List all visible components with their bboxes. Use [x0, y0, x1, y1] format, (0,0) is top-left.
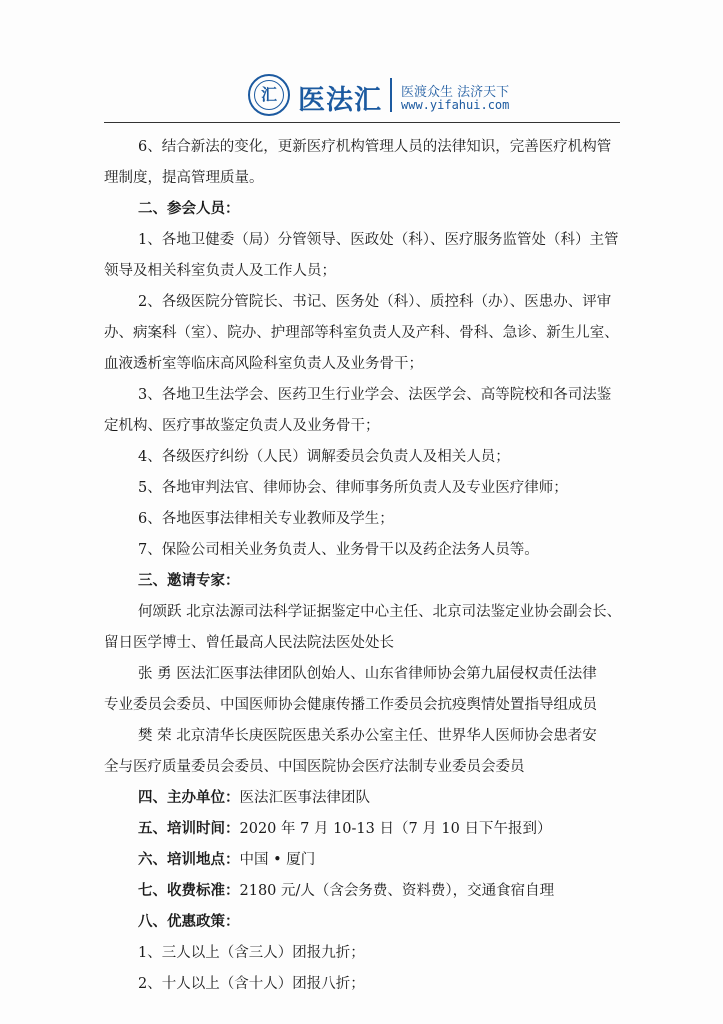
paragraph-line: 留日医学博士、曾任最高人民法院法医处处长: [104, 635, 394, 651]
paragraph-line: 1、三人以上（含三人）团报九折；: [138, 945, 365, 961]
paragraph-line: 4、各级医疗纠纷（人民）调解委员会负责人及相关人员；: [138, 449, 510, 465]
fee-value: 2180 元/人（含会务费、资料费），交通食宿自理: [239, 883, 555, 899]
organizer-value: 医法汇医事法律团队: [239, 790, 370, 806]
fee-line: [138, 881, 554, 901]
paragraph-line: 樊 荣 北京清华长庚医院医患关系办公室主任、世界华人医师协会患者安: [138, 728, 597, 744]
paragraph-line: 5、各地审判法官、律师协会、律师事务所负责人及专业医疗律师；: [138, 480, 568, 496]
paragraph-line: 2、各级医院分管院长、书记、医务处（科）、质控科（办）、医患办、评审: [138, 294, 612, 310]
paragraph-line: 张 勇 医法汇医事法律团队创始人、山东省律师协会第九届侵权责任法律: [138, 666, 597, 682]
paragraph-line: 理制度，提高管理质量。: [104, 170, 264, 186]
location-line: [138, 850, 315, 870]
paragraph-line: 全与医疗质量委员会委员、中国医院协会医疗法制专业委员会委员: [104, 759, 525, 775]
section-heading: 四、主办单位：: [138, 789, 240, 806]
section-heading: 六、培训地点：: [138, 851, 240, 868]
section-heading: 五、培训时间：: [138, 820, 240, 837]
brand-name: 医法汇: [298, 85, 382, 116]
paragraph-line: 6、结合新法的变化，更新医疗机构管理人员的法律知识，完善医疗机构管: [138, 139, 612, 155]
paragraph-line: 血液透析室等临床高风险科室负责人及业务骨干；: [104, 356, 423, 372]
slogan: 医渡众生 法济天下: [401, 85, 510, 100]
paragraph-line: 专业委员会委员、中国医师协会健康传播工作委员会抗疫舆情处置指导组成员: [104, 697, 597, 713]
section-heading: 三、邀请专家：: [138, 572, 240, 589]
section-heading: 八、优惠政策：: [138, 913, 240, 930]
paragraph-line: 定机构、医疗事故鉴定负责人及业务骨干；: [104, 418, 380, 434]
paragraph-line: 7、保险公司相关业务负责人、业务骨干以及药企法务人员等。: [138, 542, 539, 558]
paragraph-line: 1、各地卫健委（局）分管领导、医政处（科）、医疗服务监管处（科）主管: [138, 232, 619, 248]
section-heading: 七、收费标准：: [138, 882, 240, 899]
paragraph-line: 6、各地医事法律相关专业教师及学生；: [138, 511, 394, 527]
section-heading: 二、参会人员：: [138, 200, 240, 217]
paragraph-line: 2、十人以上（含十人）团报八折；: [138, 976, 365, 992]
logo-seal-text: 汇: [254, 80, 284, 110]
paragraph-line: 3、各地卫生法学会、医药卫生行业学会、法医学会、高等院校和各司法鉴: [138, 387, 612, 403]
location-value: 中国 • 厦门: [239, 852, 316, 868]
schedule-value: 2020 年 7 月 10-13 日（7 月 10 日下午报到）: [239, 821, 552, 837]
paragraph-line: 领导及相关科室负责人及工作人员；: [104, 263, 336, 279]
website: www.yifahui.com: [401, 98, 510, 112]
paragraph-line: 何颂跃 北京法源司法科学证据鉴定中心主任、北京司法鉴定业协会副会长、: [138, 604, 622, 620]
schedule-line: [138, 819, 551, 839]
organizer-line: [138, 788, 370, 808]
paragraph-line: 办、病案科（室）、院办、护理部等科室负责人及产科、骨科、急诊、新生儿室、: [104, 325, 619, 341]
